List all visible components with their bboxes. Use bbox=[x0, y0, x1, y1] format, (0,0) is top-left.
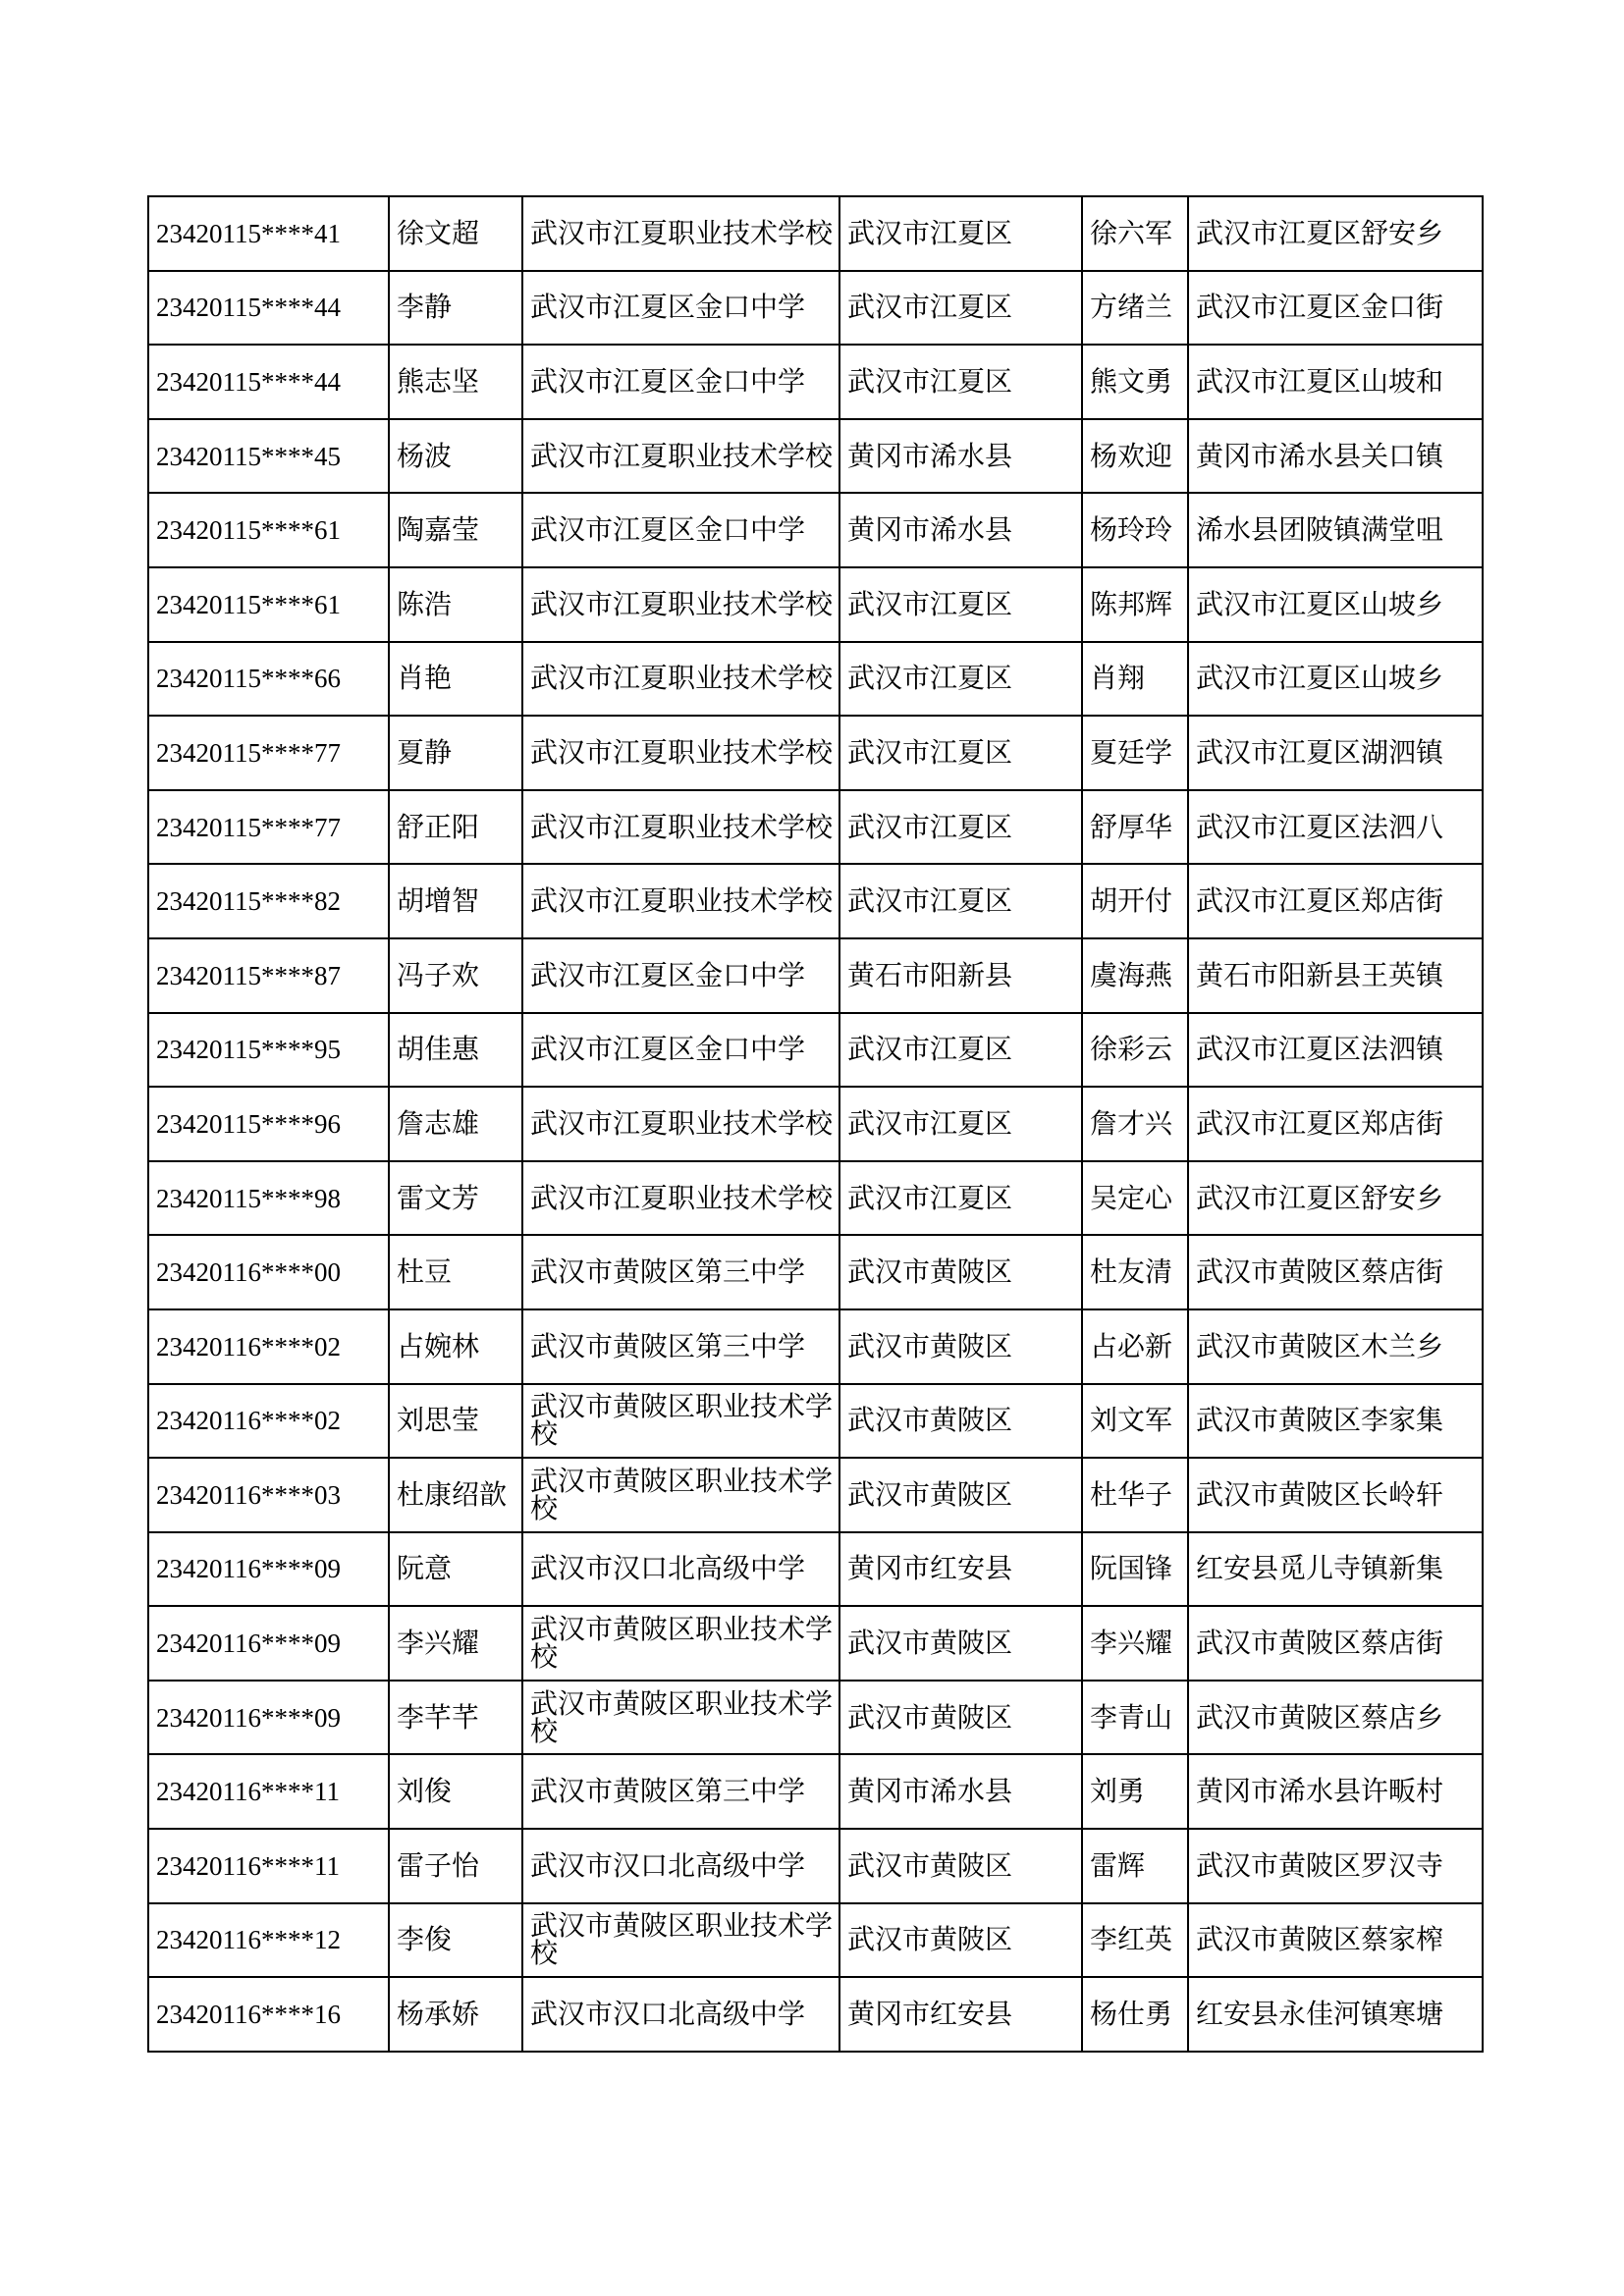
school-cell: 武汉市黄陂区第三中学 bbox=[522, 1754, 839, 1829]
student-name-cell: 杨波 bbox=[389, 419, 522, 494]
guardian-name-cell: 詹才兴 bbox=[1082, 1087, 1188, 1161]
region-cell: 武汉市黄陂区 bbox=[839, 1235, 1082, 1309]
candidate-id-cell: 23420116****02 bbox=[148, 1384, 389, 1459]
address-cell: 黄冈市浠水县许畈村 bbox=[1188, 1754, 1483, 1829]
table-row bbox=[148, 1903, 1483, 1978]
region-cell: 武汉市江夏区 bbox=[839, 716, 1082, 790]
candidate-id-cell: 23420115****44 bbox=[148, 271, 389, 346]
region-cell: 黄冈市红安县 bbox=[839, 1532, 1082, 1607]
region-cell: 武汉市黄陂区 bbox=[839, 1458, 1082, 1532]
candidate-id-cell: 23420116****09 bbox=[148, 1606, 389, 1681]
candidate-id-cell: 23420116****02 bbox=[148, 1309, 389, 1384]
address-cell: 武汉市江夏区山坡乡 bbox=[1188, 642, 1483, 717]
student-name-cell: 雷文芳 bbox=[389, 1161, 522, 1236]
student-name-cell: 杜康绍歆 bbox=[389, 1458, 522, 1532]
school-cell: 武汉市黄陂区职业技术学校 bbox=[522, 1681, 839, 1755]
table-row bbox=[148, 493, 1483, 567]
guardian-name-cell: 虞海燕 bbox=[1082, 938, 1188, 1013]
address-cell: 武汉市黄陂区蔡店街 bbox=[1188, 1235, 1483, 1309]
candidate-id-cell: 23420116****11 bbox=[148, 1754, 389, 1829]
region-cell: 武汉市江夏区 bbox=[839, 790, 1082, 865]
school-cell: 武汉市江夏区金口中学 bbox=[522, 1013, 839, 1088]
address-cell: 黄冈市浠水县关口镇 bbox=[1188, 419, 1483, 494]
candidate-id-cell: 23420115****61 bbox=[148, 567, 389, 642]
address-cell: 红安县觅儿寺镇新集 bbox=[1188, 1532, 1483, 1607]
table-row bbox=[148, 1309, 1483, 1384]
guardian-name-cell: 徐六军 bbox=[1082, 196, 1188, 271]
guardian-name-cell: 夏廷学 bbox=[1082, 716, 1188, 790]
candidate-id-cell: 23420115****87 bbox=[148, 938, 389, 1013]
region-cell: 武汉市黄陂区 bbox=[839, 1903, 1082, 1978]
guardian-name-cell: 肖翔 bbox=[1082, 642, 1188, 717]
region-cell: 黄冈市浠水县 bbox=[839, 493, 1082, 567]
student-name-cell: 熊志坚 bbox=[389, 345, 522, 419]
candidate-id-cell: 23420116****03 bbox=[148, 1458, 389, 1532]
student-name-cell: 肖艳 bbox=[389, 642, 522, 717]
candidate-id-cell: 23420115****77 bbox=[148, 790, 389, 865]
candidate-id-cell: 23420116****11 bbox=[148, 1829, 389, 1903]
region-cell: 武汉市江夏区 bbox=[839, 864, 1082, 938]
region-cell: 武汉市江夏区 bbox=[839, 1087, 1082, 1161]
table-row bbox=[148, 1013, 1483, 1088]
table-row bbox=[148, 864, 1483, 938]
student-name-cell: 李静 bbox=[389, 271, 522, 346]
address-cell: 武汉市江夏区山坡乡 bbox=[1188, 567, 1483, 642]
student-name-cell: 杜豆 bbox=[389, 1235, 522, 1309]
table-row bbox=[148, 271, 1483, 346]
student-name-cell: 刘俊 bbox=[389, 1754, 522, 1829]
guardian-name-cell: 李红英 bbox=[1082, 1903, 1188, 1978]
address-cell: 武汉市黄陂区李家集 bbox=[1188, 1384, 1483, 1459]
guardian-name-cell: 李兴耀 bbox=[1082, 1606, 1188, 1681]
candidate-id-cell: 23420115****77 bbox=[148, 716, 389, 790]
student-name-cell: 冯子欢 bbox=[389, 938, 522, 1013]
guardian-name-cell: 杨玲玲 bbox=[1082, 493, 1188, 567]
candidate-id-cell: 23420115****66 bbox=[148, 642, 389, 717]
guardian-name-cell: 舒厚华 bbox=[1082, 790, 1188, 865]
candidate-id-cell: 23420116****12 bbox=[148, 1903, 389, 1978]
school-cell: 武汉市黄陂区职业技术学校 bbox=[522, 1384, 839, 1459]
table-row bbox=[148, 790, 1483, 865]
table-row bbox=[148, 1829, 1483, 1903]
guardian-name-cell: 熊文勇 bbox=[1082, 345, 1188, 419]
region-cell: 武汉市江夏区 bbox=[839, 567, 1082, 642]
candidate-id-cell: 23420115****82 bbox=[148, 864, 389, 938]
school-cell: 武汉市江夏区金口中学 bbox=[522, 271, 839, 346]
address-cell: 武汉市江夏区舒安乡 bbox=[1188, 1161, 1483, 1236]
address-cell: 武汉市黄陂区木兰乡 bbox=[1188, 1309, 1483, 1384]
student-name-cell: 杨承娇 bbox=[389, 1977, 522, 2052]
guardian-name-cell: 刘勇 bbox=[1082, 1754, 1188, 1829]
table-row bbox=[148, 1532, 1483, 1607]
region-cell: 武汉市江夏区 bbox=[839, 271, 1082, 346]
guardian-name-cell: 刘文军 bbox=[1082, 1384, 1188, 1459]
candidate-id-cell: 23420115****44 bbox=[148, 345, 389, 419]
region-cell: 武汉市黄陂区 bbox=[839, 1606, 1082, 1681]
candidate-id-cell: 23420116****00 bbox=[148, 1235, 389, 1309]
school-cell: 武汉市江夏职业技术学校 bbox=[522, 642, 839, 717]
candidate-id-cell: 23420116****09 bbox=[148, 1532, 389, 1607]
region-cell: 武汉市江夏区 bbox=[839, 345, 1082, 419]
guardian-name-cell: 陈邦辉 bbox=[1082, 567, 1188, 642]
student-name-cell: 李芊芊 bbox=[389, 1681, 522, 1755]
table-row bbox=[148, 196, 1483, 271]
region-cell: 黄冈市红安县 bbox=[839, 1977, 1082, 2052]
region-cell: 武汉市黄陂区 bbox=[839, 1384, 1082, 1459]
table-row bbox=[148, 345, 1483, 419]
address-cell: 武汉市江夏区金口街 bbox=[1188, 271, 1483, 346]
region-cell: 武汉市江夏区 bbox=[839, 196, 1082, 271]
region-cell: 黄石市阳新县 bbox=[839, 938, 1082, 1013]
region-cell: 武汉市黄陂区 bbox=[839, 1309, 1082, 1384]
address-cell: 武汉市江夏区郑店街 bbox=[1188, 1087, 1483, 1161]
student-table bbox=[147, 195, 1484, 2053]
table-body bbox=[148, 196, 1483, 2052]
table-row bbox=[148, 1458, 1483, 1532]
school-cell: 武汉市汉口北高级中学 bbox=[522, 1532, 839, 1607]
school-cell: 武汉市黄陂区职业技术学校 bbox=[522, 1606, 839, 1681]
student-name-cell: 李俊 bbox=[389, 1903, 522, 1978]
guardian-name-cell: 方绪兰 bbox=[1082, 271, 1188, 346]
address-cell: 武汉市江夏区法泗镇 bbox=[1188, 1013, 1483, 1088]
candidate-id-cell: 23420115****61 bbox=[148, 493, 389, 567]
guardian-name-cell: 李青山 bbox=[1082, 1681, 1188, 1755]
candidate-id-cell: 23420115****95 bbox=[148, 1013, 389, 1088]
address-cell: 武汉市黄陂区长岭轩 bbox=[1188, 1458, 1483, 1532]
school-cell: 武汉市江夏职业技术学校 bbox=[522, 1087, 839, 1161]
address-cell: 武汉市黄陂区蔡店乡 bbox=[1188, 1681, 1483, 1755]
student-name-cell: 詹志雄 bbox=[389, 1087, 522, 1161]
region-cell: 武汉市江夏区 bbox=[839, 1161, 1082, 1236]
candidate-id-cell: 23420116****09 bbox=[148, 1681, 389, 1755]
candidate-id-cell: 23420115****96 bbox=[148, 1087, 389, 1161]
address-cell: 武汉市江夏区山坡和 bbox=[1188, 345, 1483, 419]
table-row bbox=[148, 1384, 1483, 1459]
student-name-cell: 李兴耀 bbox=[389, 1606, 522, 1681]
table-row bbox=[148, 716, 1483, 790]
address-cell: 武汉市江夏区舒安乡 bbox=[1188, 196, 1483, 271]
school-cell: 武汉市江夏职业技术学校 bbox=[522, 567, 839, 642]
table-row bbox=[148, 1161, 1483, 1236]
table-row bbox=[148, 1235, 1483, 1309]
table-row bbox=[148, 1087, 1483, 1161]
school-cell: 武汉市江夏职业技术学校 bbox=[522, 419, 839, 494]
address-cell: 武汉市黄陂区蔡家榨 bbox=[1188, 1903, 1483, 1978]
table-row bbox=[148, 1606, 1483, 1681]
student-name-cell: 雷子怡 bbox=[389, 1829, 522, 1903]
table-row bbox=[148, 1754, 1483, 1829]
school-cell: 武汉市汉口北高级中学 bbox=[522, 1977, 839, 2052]
student-name-cell: 徐文超 bbox=[389, 196, 522, 271]
school-cell: 武汉市黄陂区职业技术学校 bbox=[522, 1458, 839, 1532]
student-name-cell: 夏静 bbox=[389, 716, 522, 790]
candidate-id-cell: 23420115****98 bbox=[148, 1161, 389, 1236]
table-row bbox=[148, 567, 1483, 642]
school-cell: 武汉市江夏职业技术学校 bbox=[522, 716, 839, 790]
school-cell: 武汉市黄陂区第三中学 bbox=[522, 1309, 839, 1384]
school-cell: 武汉市江夏区金口中学 bbox=[522, 345, 839, 419]
school-cell: 武汉市江夏区金口中学 bbox=[522, 938, 839, 1013]
guardian-name-cell: 雷辉 bbox=[1082, 1829, 1188, 1903]
school-cell: 武汉市黄陂区第三中学 bbox=[522, 1235, 839, 1309]
guardian-name-cell: 杨仕勇 bbox=[1082, 1977, 1188, 2052]
region-cell: 武汉市黄陂区 bbox=[839, 1829, 1082, 1903]
table-row bbox=[148, 1681, 1483, 1755]
school-cell: 武汉市江夏职业技术学校 bbox=[522, 790, 839, 865]
school-cell: 武汉市江夏职业技术学校 bbox=[522, 196, 839, 271]
school-cell: 武汉市汉口北高级中学 bbox=[522, 1829, 839, 1903]
student-name-cell: 刘思莹 bbox=[389, 1384, 522, 1459]
table-row bbox=[148, 938, 1483, 1013]
guardian-name-cell: 徐彩云 bbox=[1082, 1013, 1188, 1088]
table-row bbox=[148, 642, 1483, 717]
student-name-cell: 占婉林 bbox=[389, 1309, 522, 1384]
student-name-cell: 舒正阳 bbox=[389, 790, 522, 865]
school-cell: 武汉市江夏区金口中学 bbox=[522, 493, 839, 567]
address-cell: 武汉市黄陂区蔡店街 bbox=[1188, 1606, 1483, 1681]
region-cell: 黄冈市浠水县 bbox=[839, 1754, 1082, 1829]
address-cell: 红安县永佳河镇寒塘 bbox=[1188, 1977, 1483, 2052]
region-cell: 黄冈市浠水县 bbox=[839, 419, 1082, 494]
address-cell: 浠水县团陂镇满堂咀 bbox=[1188, 493, 1483, 567]
guardian-name-cell: 胡开付 bbox=[1082, 864, 1188, 938]
guardian-name-cell: 吴定心 bbox=[1082, 1161, 1188, 1236]
school-cell: 武汉市黄陂区职业技术学校 bbox=[522, 1903, 839, 1978]
guardian-name-cell: 杜友清 bbox=[1082, 1235, 1188, 1309]
student-name-cell: 阮意 bbox=[389, 1532, 522, 1607]
table-row bbox=[148, 419, 1483, 494]
guardian-name-cell: 占必新 bbox=[1082, 1309, 1188, 1384]
address-cell: 黄石市阳新县王英镇 bbox=[1188, 938, 1483, 1013]
student-name-cell: 陈浩 bbox=[389, 567, 522, 642]
address-cell: 武汉市江夏区郑店街 bbox=[1188, 864, 1483, 938]
candidate-id-cell: 23420115****45 bbox=[148, 419, 389, 494]
candidate-id-cell: 23420116****16 bbox=[148, 1977, 389, 2052]
school-cell: 武汉市江夏职业技术学校 bbox=[522, 1161, 839, 1236]
region-cell: 武汉市江夏区 bbox=[839, 1013, 1082, 1088]
guardian-name-cell: 杜华子 bbox=[1082, 1458, 1188, 1532]
address-cell: 武汉市江夏区湖泗镇 bbox=[1188, 716, 1483, 790]
guardian-name-cell: 阮国锋 bbox=[1082, 1532, 1188, 1607]
guardian-name-cell: 杨欢迎 bbox=[1082, 419, 1188, 494]
student-name-cell: 陶嘉莹 bbox=[389, 493, 522, 567]
region-cell: 武汉市江夏区 bbox=[839, 642, 1082, 717]
region-cell: 武汉市黄陂区 bbox=[839, 1681, 1082, 1755]
school-cell: 武汉市江夏职业技术学校 bbox=[522, 864, 839, 938]
candidate-id-cell: 23420115****41 bbox=[148, 196, 389, 271]
address-cell: 武汉市江夏区法泗八 bbox=[1188, 790, 1483, 865]
address-cell: 武汉市黄陂区罗汉寺 bbox=[1188, 1829, 1483, 1903]
table-row bbox=[148, 1977, 1483, 2052]
student-name-cell: 胡佳惠 bbox=[389, 1013, 522, 1088]
student-name-cell: 胡增智 bbox=[389, 864, 522, 938]
